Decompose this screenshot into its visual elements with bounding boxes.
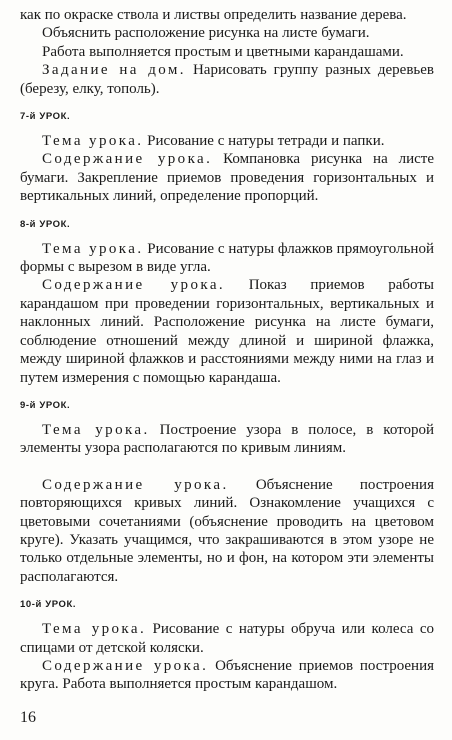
paragraph-homework bbox=[20, 61, 434, 98]
topic-text: Рисование с натуры обруча или колеса со спицами от детской коляски. bbox=[20, 621, 434, 656]
homework-label: Задание на дом. bbox=[42, 62, 186, 79]
content-label: Содержание урока. bbox=[42, 151, 213, 168]
content-label: Содержание урока. bbox=[42, 476, 229, 493]
page-number: 16 bbox=[20, 709, 36, 726]
paragraph-intro-continuation bbox=[20, 6, 434, 24]
lesson8-topic bbox=[20, 240, 434, 277]
lesson-heading-8: 8-й УРОК. bbox=[20, 218, 71, 230]
topic-text: Рисование с натуры тетради и папки. bbox=[143, 133, 385, 150]
lesson10-content bbox=[20, 657, 434, 694]
content-text: Объяснение построения повторяющихся кривых линий. Ознакомление учащихся с цветовыми сочетаниями (объяснение проводить на цветовом круге). Указать учащимся, что закрашиваются в этом узоре не только отдельные элементы, но и фон, на котором эти элементы располагаются. bbox=[20, 476, 434, 585]
lesson9-content bbox=[20, 476, 434, 586]
lesson7-content bbox=[20, 150, 434, 205]
lesson9-topic bbox=[20, 421, 434, 458]
topic-label: Тема урока. bbox=[42, 240, 144, 257]
paragraph-text: Объяснить расположение рисунка на листе бумаги. bbox=[42, 25, 370, 42]
lesson10-topic bbox=[20, 620, 434, 657]
paragraph-materials-note bbox=[20, 43, 434, 61]
topic-text: Рисование с натуры флажков прямоугольной формы с вырезом в виде угла. bbox=[20, 240, 434, 276]
content-label: Содержание урока. bbox=[42, 657, 209, 674]
lesson-heading-9: 9-й УРОК. bbox=[20, 399, 71, 411]
paragraph-text: как по окраске ствола и листвы определить название дерева. bbox=[20, 7, 407, 23]
content-text: Показ приемов работы карандашом при проведении горизонтальных, вертикальных и наклонных линий. Расположение рисунка на листе бумаги, соблюдение отношений между длиной и шириной флажка, между шириной флажков и расстояниями между ними на глаз и путем измерения с помощью карандаша. bbox=[20, 277, 434, 386]
topic-label: Тема урока. bbox=[42, 133, 144, 150]
topic-label: Тема урока. bbox=[42, 621, 147, 638]
topic-text: Построение узора в полосе, в которой элементы узора располагаются по кривым линиям. bbox=[20, 421, 435, 457]
lesson8-content bbox=[20, 276, 434, 386]
lesson-heading-7: 7-й УРОК. bbox=[20, 111, 71, 123]
lesson-heading-10: 10-й УРОК. bbox=[20, 599, 77, 611]
content-text: Объяснение приемов построения круга. Работа выполняется простым карандашом. bbox=[20, 657, 434, 693]
lesson7-topic bbox=[20, 132, 434, 150]
content-text: Компановка рисунка на листе бумаги. Закрепление приемов проведения горизонтальных и вертикальных линий, определение пропорций. bbox=[20, 151, 434, 205]
paragraph-text: Работа выполняется простым и цветными карандашами. bbox=[42, 43, 404, 60]
content-label: Содержание урока. bbox=[42, 277, 226, 294]
paragraph-layout-note bbox=[20, 24, 434, 42]
topic-label: Тема урока. bbox=[42, 421, 150, 438]
homework-text: Нарисовать группу разных деревьев (березу, елку, тополь). bbox=[20, 62, 434, 97]
